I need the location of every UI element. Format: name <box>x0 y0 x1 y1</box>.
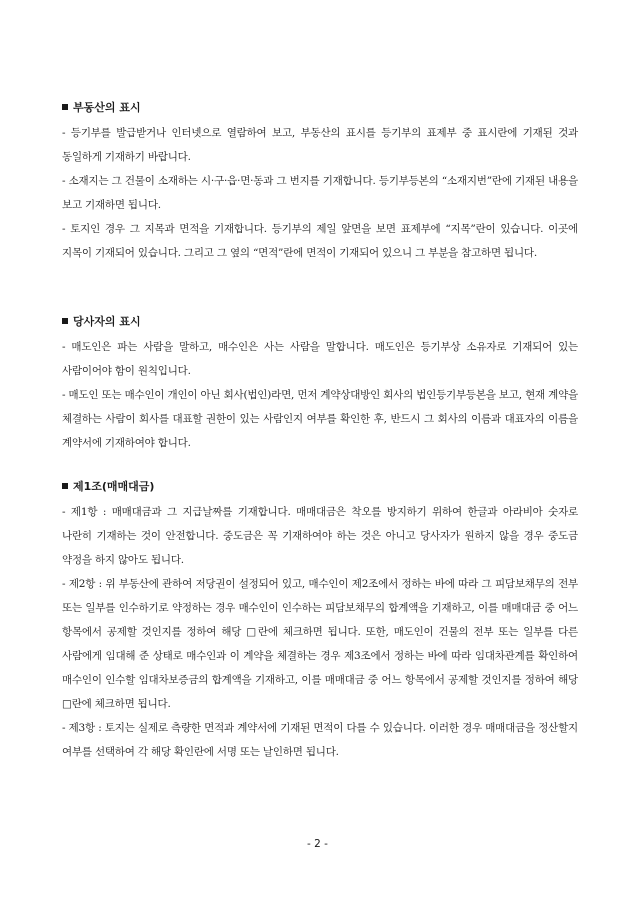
section-heading: 제1조(매매대금) <box>62 479 578 495</box>
paragraph: - 매도인 또는 매수인이 개인이 아닌 회사(법인)라면, 먼저 계약상대방인 회사의 법인등기부등본을 보고, 현재 계약을 체결하는 사람이 회사를 대표할 권한이 있는 사람인지 여부를 확인한 후, 반드시 그 회사의 이름과 대표자의 이름을 계약서에 기재하여야 합니다. <box>62 389 578 449</box>
section-property-description <box>62 100 578 265</box>
paragraph: - 소재지는 그 건물이 소재하는 시·구·읍·면·동과 그 번지를 기재합니다. 등기부등본의 “소재지번”란에 기재된 내용을 보고 기재하면 됩니다. <box>62 175 578 211</box>
section-article-1-purchase-price <box>62 479 578 764</box>
paragraph: - 제2항 : 위 부동산에 관하여 저당권이 설정되어 있고, 매수인이 제2조에서 정하는 바에 따라 그 피담보채무의 전부 또는 일부를 인수하기로 약정하는 경우 매수인이 인수하는 피담보채무의 합계액을 기재하고, 이를 매매대금 중 어느 항목에서 공제할 것인지를 정하여 해당 □란에 체크하면 됩니다. 또한, 매도인이 건물의 전부 또는 일부를 다른 사람에게 임대해 준 상태로 매수인과 이 계약을 체결하는 경우 제3조에서 정하는 바에 따라 임대차관계를 확인하여 매수인이 인수할 임대차보증금의 합계액을 기재하고, 이를 매매대금 중 어느 항목에서 공제할 것인지를 정하여 해당 □란에 체크하면 됩니다. <box>62 578 578 710</box>
paragraph: - 토지인 경우 그 지목과 면적을 기재합니다. 등기부의 제일 앞면을 보면 표제부에 “지목”란이 있습니다. 이곳에 지목이 기재되어 있습니다. 그리고 그 옆의 “면적”란에 면적이 기재되어 있으니 그 부분을 참고하면 됩니다. <box>62 223 578 259</box>
square-bullet-icon <box>62 483 68 489</box>
paragraph: - 제3항 : 토지는 실제로 측량한 면적과 계약서에 기재된 면적이 다를 수 있습니다. 이러한 경우 매매대금을 정산할지 여부를 선택하여 각 해당 확인란에 서명 또는 날인하면 됩니다. <box>62 722 578 758</box>
page-number: - 2 - <box>307 838 328 850</box>
paragraph: - 매도인은 파는 사람을 말하고, 매수인은 사는 사람을 말합니다. 매도인은 등기부상 소유자로 기재되어 있는 사람이어야 함이 원칙입니다. <box>62 341 578 377</box>
section-heading: 부동산의 표시 <box>62 100 578 116</box>
section-heading: 당사자의 표시 <box>62 314 578 330</box>
square-bullet-icon <box>62 104 68 110</box>
paragraph: - 제1항 : 매매대금과 그 지급날짜를 기재합니다. 매매대금은 착오를 방지하기 위하여 한글과 아라비아 숫자로 나란히 기재하는 것이 안전합니다. 중도금은 꼭 기재하여야 하는 것은 아니고 당사자가 원하지 않을 경우 중도금 약정을 하지 않아도 됩니다. <box>62 506 578 566</box>
section-parties <box>62 314 578 455</box>
square-bullet-icon <box>62 318 68 324</box>
paragraph: - 등기부를 발급받거나 인터넷으로 열람하여 보고, 부동산의 표시를 등기부의 표제부 중 표시란에 기재된 것과 동일하게 기재하기 바랍니다. <box>62 127 578 163</box>
